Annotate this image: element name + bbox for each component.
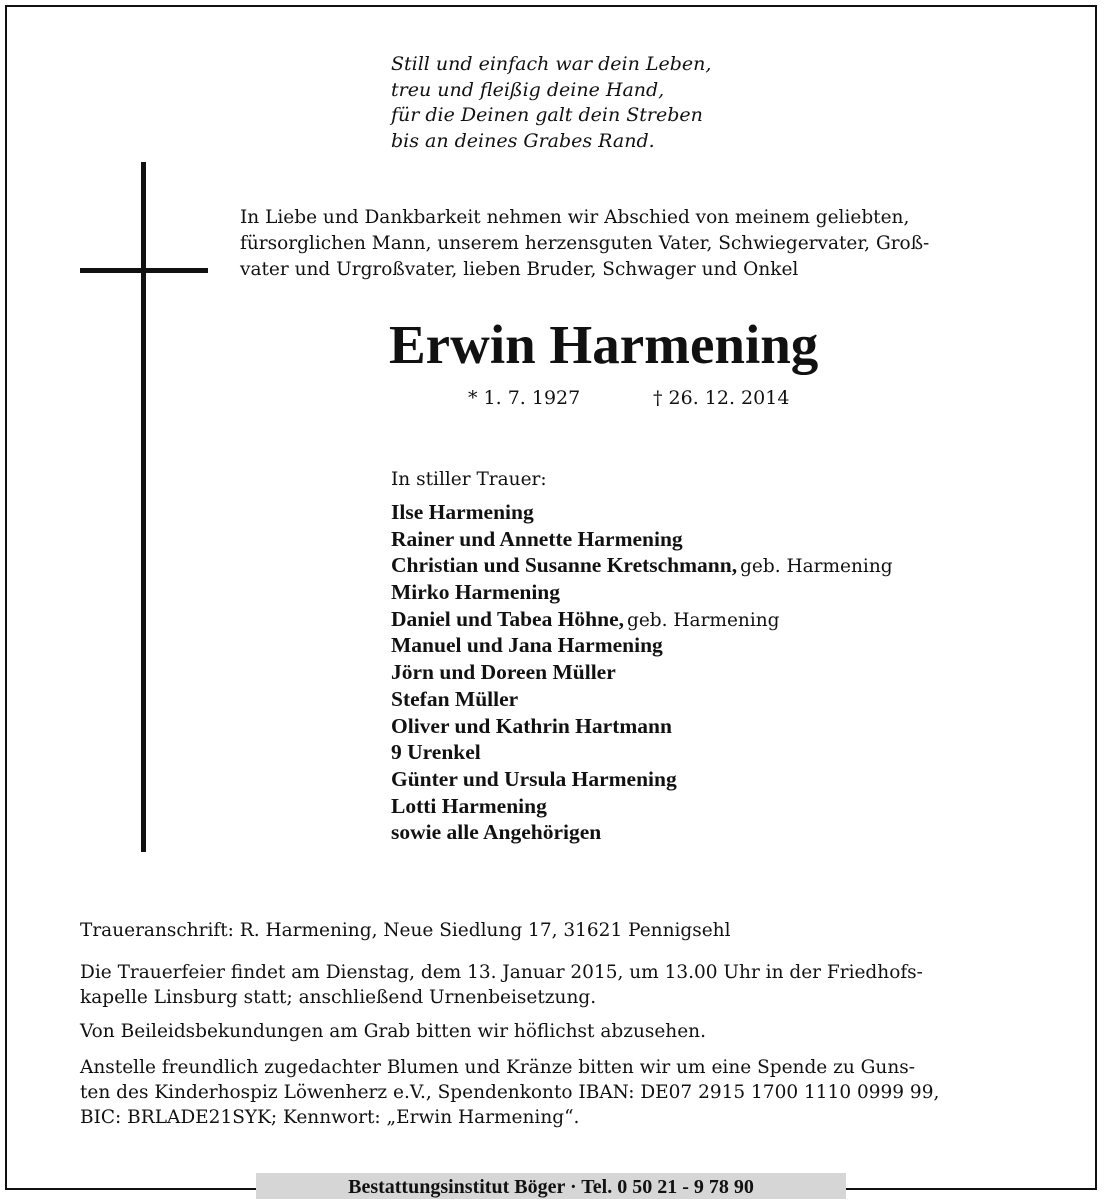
mourner-item xyxy=(391,526,1071,553)
mourner-name: Mirko Harmening xyxy=(391,580,560,605)
mourner-item xyxy=(391,766,1071,793)
mourning-address xyxy=(80,918,1040,943)
mourners-list xyxy=(391,499,1071,846)
birth-date: * 1. 7. 1927 xyxy=(468,387,581,409)
mourner-item xyxy=(391,739,1071,766)
deceased-name: Erwin Harmening xyxy=(389,314,819,375)
ceremony-info xyxy=(80,960,1040,1010)
poem xyxy=(391,52,891,154)
donation-line: ten des Kinderhospiz Löwenherz e.V., Spendenkonto IBAN: DE07 2915 1700 1110 0999 99, xyxy=(80,1082,940,1103)
donation-line: BIC: BRLADE21SYK; Kennwort: „Erwin Harmening“. xyxy=(80,1107,580,1128)
mourner-item xyxy=(391,552,1071,579)
funeral-home-bar: Bestattungsinstitut Böger · Tel. 0 50 21 - 9 78 90 xyxy=(256,1173,846,1199)
condolence-line: Von Beileidsbekundungen am Grab bitten wir höflichst abzusehen. xyxy=(80,1021,706,1042)
mourner-item xyxy=(391,499,1071,526)
intro-line: fürsorglichen Mann, unserem herzensguten Vater, Schwiegervater, Groß- xyxy=(240,233,930,254)
mourner-name: Stefan Müller xyxy=(391,686,519,711)
mourner-name: Oliver und Kathrin Hartmann xyxy=(391,713,672,738)
intro-line: In Liebe und Dankbarkeit nehmen wir Abschied von meinem geliebten, xyxy=(240,207,910,228)
mourner-name: Rainer und Annette Harmening xyxy=(391,526,683,551)
mourner-item xyxy=(391,793,1071,820)
mourner-item xyxy=(391,686,1071,713)
mourner-item xyxy=(391,606,1071,633)
mourner-name: 9 Urenkel xyxy=(391,740,481,765)
poem-line: Still und einfach war dein Leben, xyxy=(391,53,712,75)
mourner-name: Christian und Susanne Kretschmann, xyxy=(391,553,738,578)
poem-line: treu und fleißig deine Hand, xyxy=(391,78,665,101)
mourner-item xyxy=(391,819,1071,846)
mourner-name: sowie alle Angehörigen xyxy=(391,820,602,845)
mourning-label: In stiller Trauer: xyxy=(391,469,547,490)
cross-horizontal-bar xyxy=(80,268,208,273)
mourner-item xyxy=(391,632,1071,659)
ceremony-line: kapelle Linsburg statt; anschließend Urnenbeisetzung. xyxy=(80,987,597,1008)
mourner-name: Daniel und Tabea Höhne, xyxy=(391,606,625,631)
condolence-note xyxy=(80,1019,1040,1044)
donation-info xyxy=(80,1055,1040,1130)
poem-line: für die Deinen galt dein Streben xyxy=(391,104,703,126)
mourner-name: Manuel und Jana Harmening xyxy=(391,633,663,658)
mourner-item xyxy=(391,659,1071,686)
ceremony-line: Die Trauerfeier findet am Dienstag, dem 13. Januar 2015, um 13.00 Uhr in der Friedhofs- xyxy=(80,962,923,983)
address-line: Traueranschrift: R. Harmening, Neue Siedlung 17, 31621 Pennigsehl xyxy=(80,920,731,941)
donation-line: Anstelle freundlich zugedachter Blumen und Kränze bitten wir um eine Spende zu Guns- xyxy=(80,1057,916,1078)
mourner-name: Ilse Harmening xyxy=(391,500,534,524)
mourner-name: Lotti Harmening xyxy=(391,793,547,818)
cross-vertical-bar xyxy=(141,162,146,852)
poem-line: bis an deines Grabes Rand. xyxy=(391,129,655,152)
mourner-item xyxy=(391,713,1071,740)
intro-text xyxy=(240,205,1025,283)
mourner-item xyxy=(391,579,1071,606)
mourner-name: Jörn und Doreen Müller xyxy=(391,660,616,685)
mourner-maiden-name: geb. Harmening xyxy=(627,609,780,631)
mourner-maiden-name: geb. Harmening xyxy=(740,556,893,578)
intro-line: vater und Urgroßvater, lieben Bruder, Schwager und Onkel xyxy=(240,259,799,280)
mourner-name: Günter und Ursula Harmening xyxy=(391,766,677,791)
death-date: † 26. 12. 2014 xyxy=(653,387,790,409)
